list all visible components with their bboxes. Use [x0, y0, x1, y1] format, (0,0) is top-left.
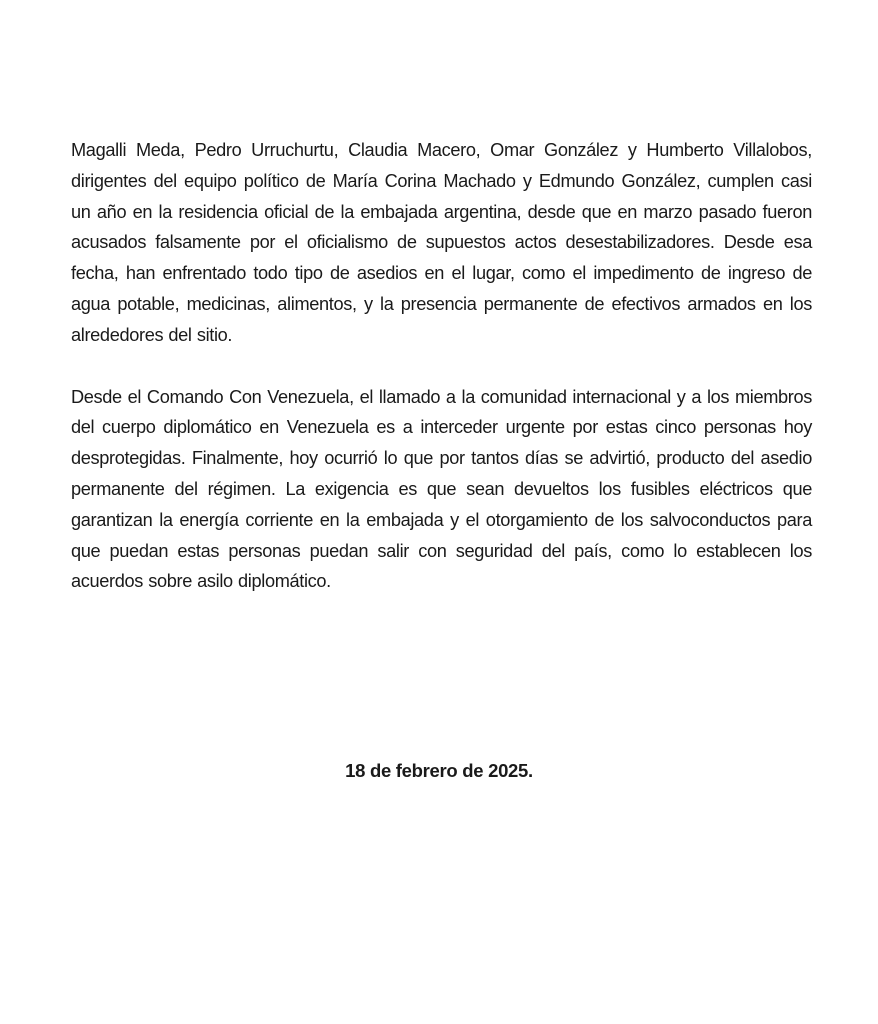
paragraph-situation: Magalli Meda, Pedro Urruchurtu, Claudia Macero, Omar González y Humberto Villalobos, dirigentes del equipo político de María Corina Machado y Edmundo González, cumplen casi un año en la residencia oficial de la embajada argentina, desde que en marzo pasado fueron acusados falsamente por el oficialismo de supuestos actos desestabilizadores. Desde esa fecha, han enfrentado todo tipo de asedios en el lugar, como el impedimento de ingreso de agua potable, medicinas, alimentos, y la presencia permanente de efectivos armados en los alrededores del sitio.: [71, 140, 812, 345]
paragraph-appeal: Desde el Comando Con Venezuela, el llamado a la comunidad internacional y a los miembros del cuerpo diplomático en Venezuela es a interceder urgente por estas cinco personas hoy desprotegidas. Finalmente, hoy ocurrió lo que por tantos días se advirtió, producto del asedio permanente del régimen. La exigencia es que sean devueltos los fusibles eléctricos que garantizan la energía corriente en la embajada y el otorgamiento de los salvoconductos para que puedan estas personas puedan salir con seguridad del país, como lo establecen los acuerdos sobre asilo diplomático.: [71, 386, 812, 592]
document-body: [71, 135, 812, 597]
document-date: 18 de febrero de 2025.: [345, 760, 533, 781]
